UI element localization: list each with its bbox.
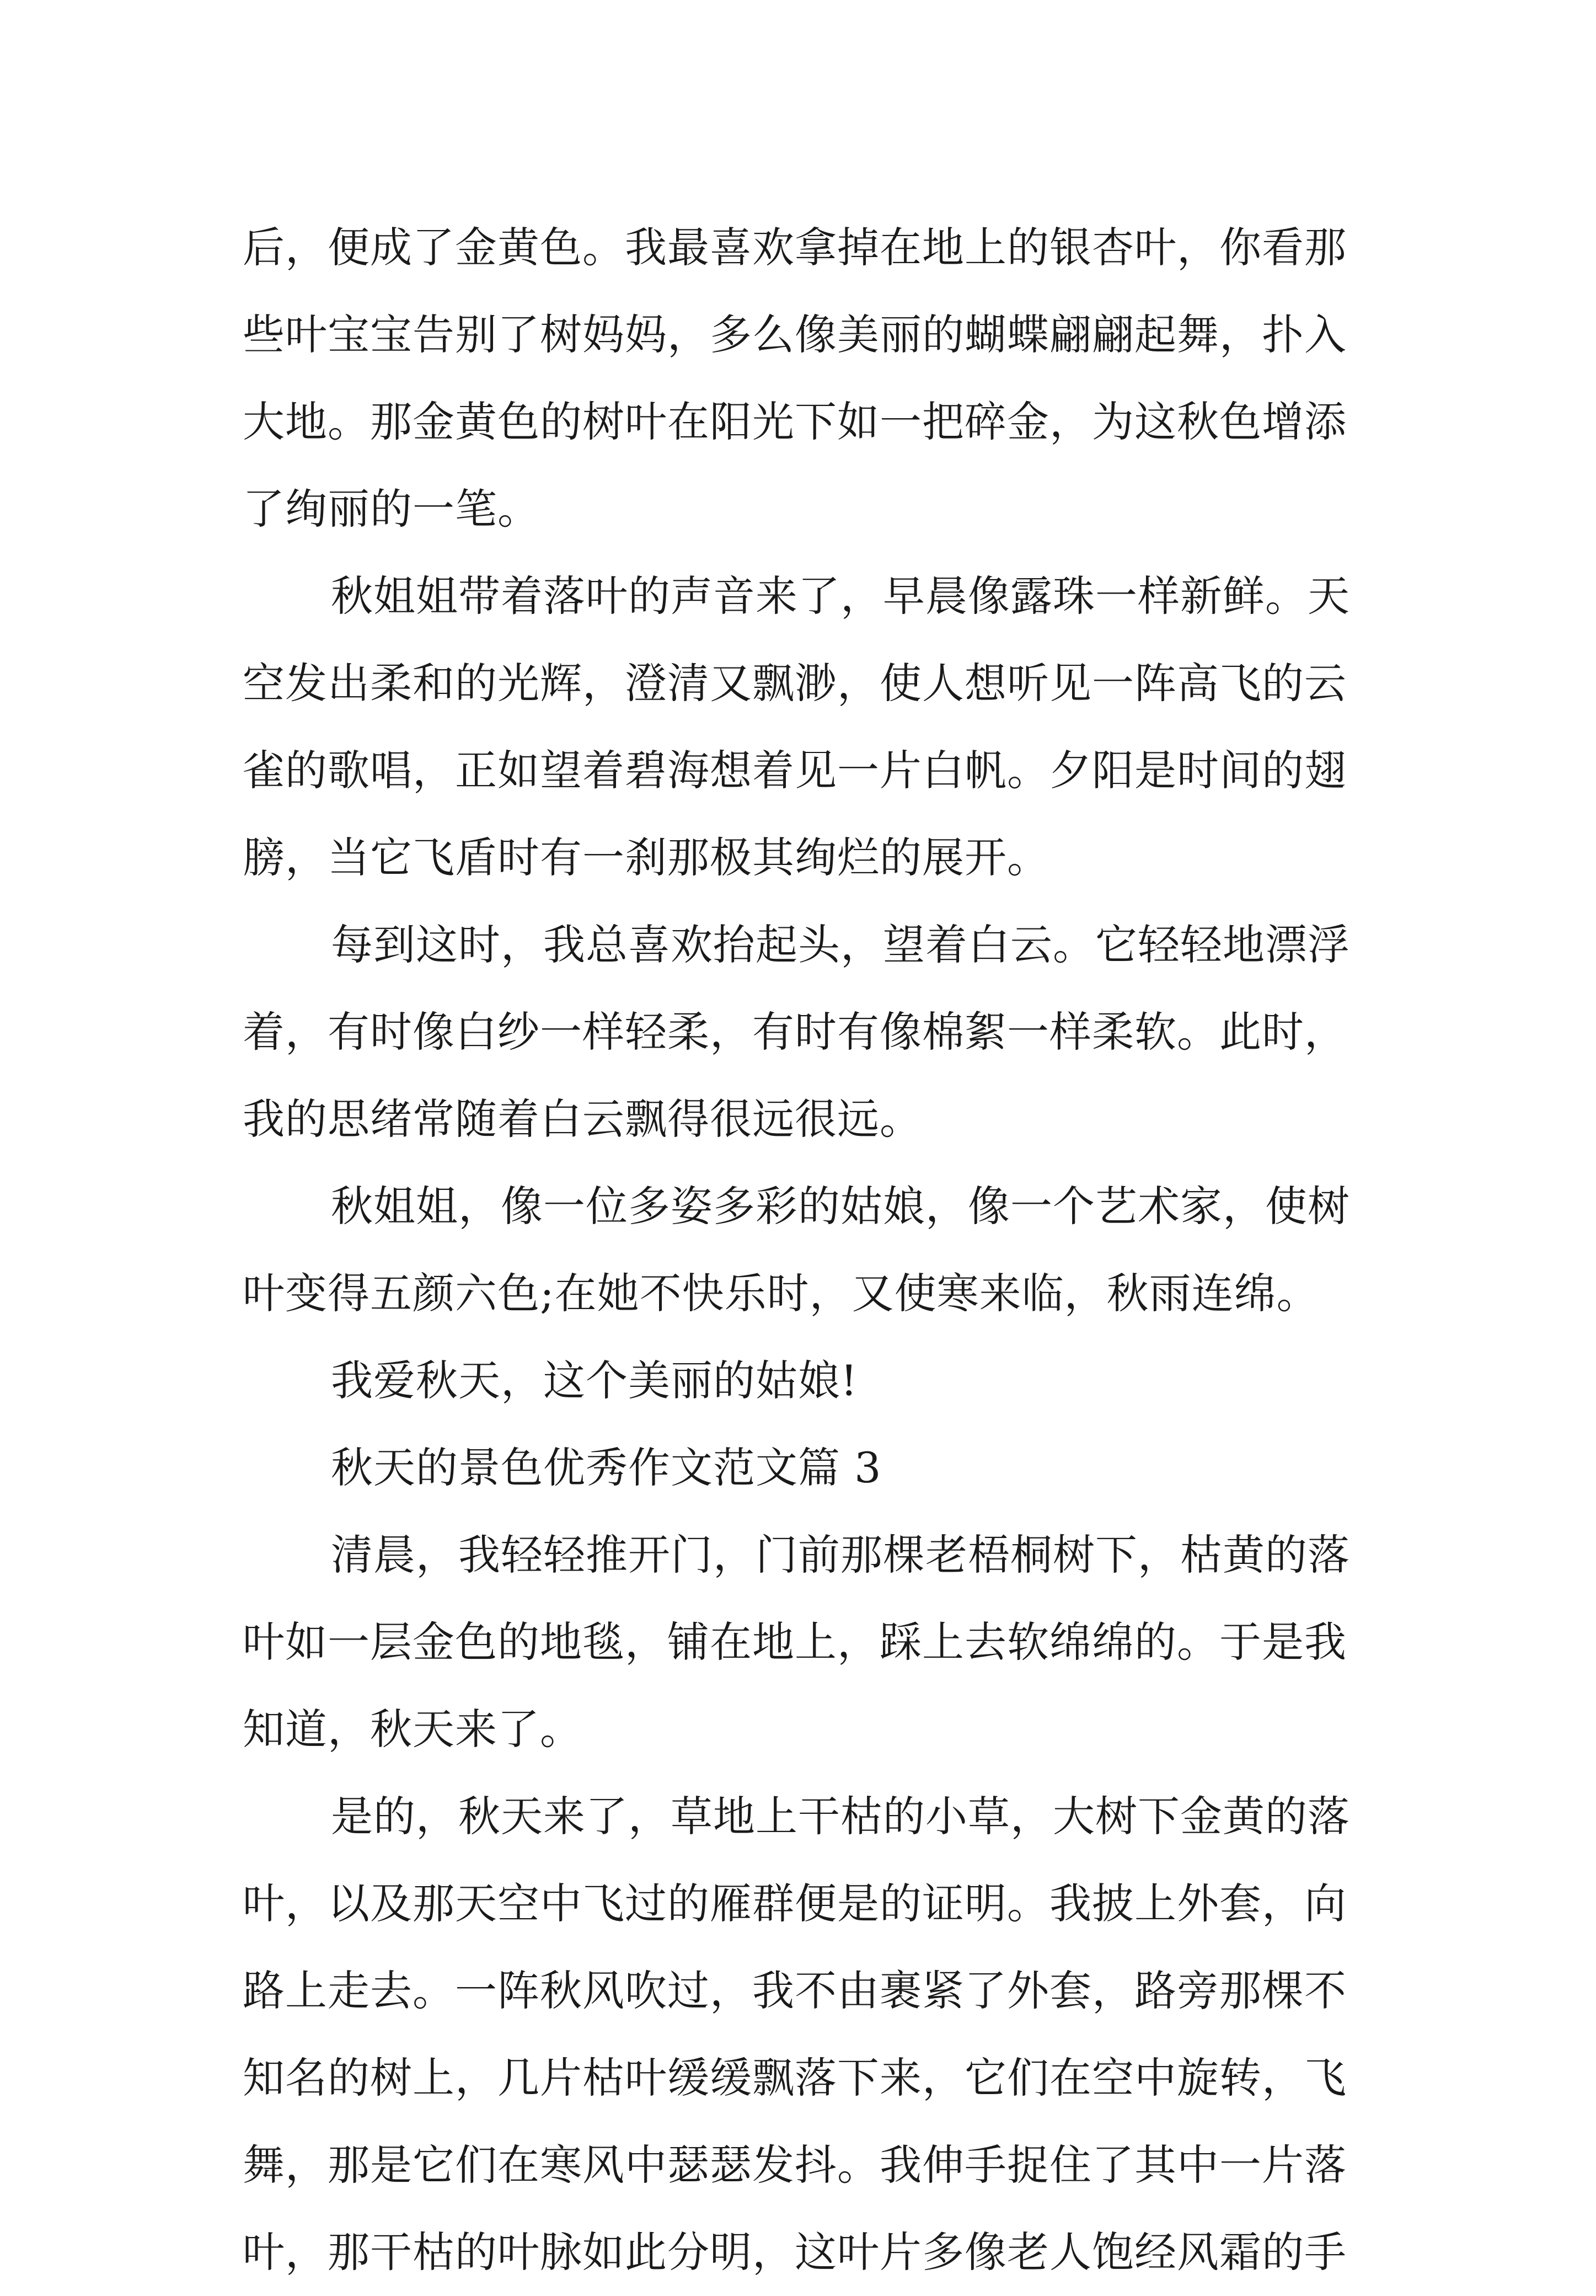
text-line: 后，便成了金黄色。我最喜欢拿掉在地上的银杏叶，你看那 bbox=[243, 223, 1347, 272]
text-line: 了绚丽的一笔。 bbox=[243, 484, 540, 533]
paragraph bbox=[243, 553, 1401, 901]
text-line: 舞，那是它们在寒风中瑟瑟发抖。我伸手捉住了其中一片落 bbox=[243, 2140, 1347, 2190]
text-line: 路上走去。一阵秋风吹过，我不由裹紧了外套，路旁那棵不 bbox=[243, 1966, 1347, 2015]
paragraph bbox=[243, 1512, 1401, 1773]
text-line: 清晨，我轻轻推开门，门前那棵老梧桐树下，枯黄的落 bbox=[331, 1530, 1350, 1579]
text-line: 我的思绪常随着白云飘得很远很远。 bbox=[243, 1094, 922, 1144]
section-heading bbox=[243, 1424, 1401, 1512]
text-line: 叶，以及那天空中飞过的雁群便是的证明。我披上外套，向 bbox=[243, 1879, 1347, 1928]
paragraph bbox=[243, 1337, 1401, 1424]
text-line: 着，有时像白纱一样轻柔，有时有像棉絮一样柔软。此时， bbox=[243, 1007, 1347, 1056]
heading-line: 秋天的景色优秀作文范文篇 3 bbox=[331, 1443, 882, 1492]
text-line: 雀的歌唱，正如望着碧海想着见一片白帆。夕阳是时间的翅 bbox=[243, 746, 1347, 795]
text-line: 我爱秋天，这个美丽的姑娘! bbox=[331, 1356, 858, 1405]
text-line: 叶变得五颜六色;在她不快乐时，又使寒来临，秋雨连绵。 bbox=[243, 1269, 1319, 1318]
text-line: 叶，那干枯的叶脉如此分明，这叶片多像老人饱经风霜的手 bbox=[243, 2228, 1347, 2277]
text-line: 秋姐姐带着落叶的声音来了，早晨像露珠一样新鲜。天 bbox=[331, 572, 1350, 621]
text-line: 秋姐姐，像一位多姿多彩的姑娘，像一个艺术家，使树 bbox=[331, 1182, 1350, 1231]
text-line: 每到这时，我总喜欢抬起头，望着白云。它轻轻地漂浮 bbox=[331, 920, 1350, 969]
text-line: 知道，秋天来了。 bbox=[243, 1705, 582, 1754]
paragraph bbox=[243, 901, 1401, 1163]
text-line: 大地。那金黄色的树叶在阳光下如一把碎金，为这秋色增添 bbox=[243, 397, 1347, 446]
text-line: 叶如一层金色的地毯，铺在地上，踩上去软绵绵的。于是我 bbox=[243, 1617, 1347, 1667]
text-line: 空发出柔和的光辉，澄清又飘渺，使人想听见一阵高飞的云 bbox=[243, 659, 1347, 708]
text-line: 知名的树上，几片枯叶缓缓飘落下来，它们在空中旋转，飞 bbox=[243, 2053, 1347, 2102]
document-page bbox=[243, 204, 1401, 2296]
text-line: 些叶宝宝告别了树妈妈，多么像美丽的蝴蝶翩翩起舞，扑入 bbox=[243, 310, 1347, 359]
paragraph bbox=[243, 1773, 1401, 2296]
paragraph bbox=[243, 1163, 1401, 1337]
paragraph bbox=[243, 204, 1401, 553]
text-line: 膀，当它飞盾时有一刹那极其绚烂的展开。 bbox=[243, 833, 1049, 882]
text-line: 是的，秋天来了，草地上干枯的小草，大树下金黄的落 bbox=[331, 1792, 1350, 1841]
